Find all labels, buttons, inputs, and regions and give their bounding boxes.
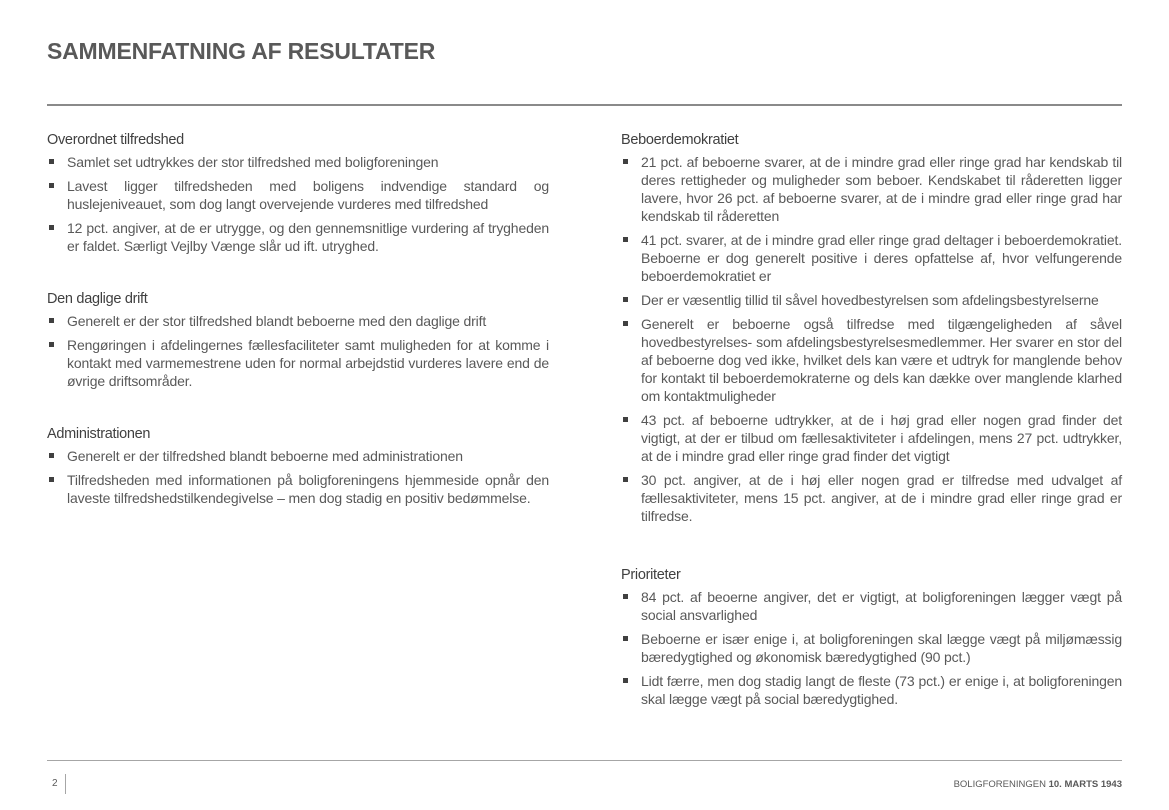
section-overordnet-tilfredshed bbox=[47, 132, 549, 255]
list-item bbox=[621, 672, 1122, 708]
list-item-text: Generelt er der stor tilfredshed blandt beboerne med den daglige drift bbox=[67, 313, 487, 329]
section-den-daglige-drift bbox=[47, 291, 549, 390]
right-column bbox=[621, 132, 1122, 714]
list-item-text: 30 pct. angiver, at de i høj eller nogen grad er tilfredse med udvalget af fællesaktiviteter, mens 15 pct. angiver, at de i mindre grad eller ringe grad er tilfredse. bbox=[641, 472, 1122, 524]
list-item bbox=[47, 153, 549, 171]
list-item bbox=[621, 471, 1122, 525]
square-bullet-icon bbox=[623, 636, 628, 641]
square-bullet-icon bbox=[49, 225, 54, 230]
footer-organization: BOLIGFORENINGEN bbox=[953, 779, 1046, 790]
list-item bbox=[47, 219, 549, 255]
list-item bbox=[621, 231, 1122, 285]
list-item-text: 21 pct. af beboerne svarer, at de i mindre grad eller ringe grad har kendskab til deres rettigheder og muligheder som beboer. Kendskabet til råderetten ligger lavere, hvor 26 pct. af beboerne svarer, at de i mindre grad eller ringe grad har kendskab til råderetten bbox=[641, 154, 1122, 224]
bullet-list bbox=[621, 588, 1122, 708]
list-item bbox=[47, 312, 549, 330]
footer-date: 10. MARTS 1943 bbox=[1048, 779, 1122, 790]
section-administrationen bbox=[47, 426, 549, 507]
square-bullet-icon bbox=[623, 297, 628, 302]
page-number-divider bbox=[65, 774, 66, 794]
square-bullet-icon bbox=[623, 321, 628, 326]
square-bullet-icon bbox=[49, 159, 54, 164]
list-item bbox=[47, 177, 549, 213]
list-item-text: Generelt er beboerne også tilfredse med tilgængeligheden af såvel hovedbestyrelses- som afdelingsbestyrelsesmedlemmer. Her svarer en stor del af beboerne dog ved ikke, hvilket dels kan være et udtryk for manglende behov for kontakt til beboerdemokraterne og dels kan dække over manglende klarhed om kontaktmuligheder bbox=[641, 316, 1122, 404]
square-bullet-icon bbox=[49, 477, 54, 482]
list-item-text: 41 pct. svarer, at de i mindre grad eller ringe grad deltager i beboerdemokratiet. Beboerne er dog generelt positive i deres opfattelse af, hvor velfungerende beboerdemokratiet er bbox=[641, 232, 1122, 284]
square-bullet-icon bbox=[623, 417, 628, 422]
bullet-list bbox=[47, 312, 549, 390]
list-item bbox=[47, 336, 549, 390]
section-beboerdemokratiet bbox=[621, 132, 1122, 525]
square-bullet-icon bbox=[623, 237, 628, 242]
section-heading: Prioriteter bbox=[621, 567, 681, 583]
list-item bbox=[621, 291, 1122, 309]
list-item-text: 12 pct. angiver, at de er utrygge, og den gennemsnitlige vurdering af trygheden er faldet. Særligt Vejlby Vænge slår ud ift. utryghed. bbox=[67, 220, 549, 254]
list-item bbox=[47, 447, 549, 465]
square-bullet-icon bbox=[623, 159, 628, 164]
square-bullet-icon bbox=[623, 594, 628, 599]
list-item-text: Lavest ligger tilfredsheden med boligens indvendige standard og huslejeniveauet, som dog langt overvejende vurderes med tilfredshed bbox=[67, 178, 549, 212]
list-item-text: 43 pct. af beboerne udtrykker, at de i høj grad eller nogen grad finder det vigtigt, at der er tilbud om fællesaktiviteter i afdelingen, mens 27 pct. udtrykker, at de i mindre grad eller ringe grad finder det vigtigt bbox=[641, 412, 1122, 464]
section-heading: Den daglige drift bbox=[47, 291, 148, 307]
bullet-list bbox=[621, 153, 1122, 525]
footer-divider bbox=[47, 760, 1122, 761]
square-bullet-icon bbox=[49, 342, 54, 347]
list-item-text: Tilfredsheden med informationen på boligforeningens hjemmeside opnår den laveste tilfredshedstilkendegivelse – men dog stadig en positiv bedømmelse. bbox=[67, 472, 549, 506]
list-item-text: Der er væsentlig tillid til såvel hovedbestyrelsen som afdelingsbestyrelserne bbox=[641, 292, 1099, 308]
square-bullet-icon bbox=[49, 453, 54, 458]
list-item-text: Lidt færre, men dog stadig langt de fleste (73 pct.) er enige i, at boligforeningen skal lægge vægt på social bæredygtighed. bbox=[641, 673, 1122, 707]
list-item bbox=[47, 471, 549, 507]
section-heading: Overordnet tilfredshed bbox=[47, 132, 184, 148]
list-item bbox=[621, 315, 1122, 405]
list-item bbox=[621, 630, 1122, 666]
square-bullet-icon bbox=[623, 678, 628, 683]
title-divider bbox=[47, 104, 1122, 106]
list-item bbox=[621, 153, 1122, 225]
section-heading: Beboerdemokratiet bbox=[621, 132, 739, 148]
section-heading: Administrationen bbox=[47, 426, 151, 442]
page-number: 2 bbox=[52, 778, 58, 789]
list-item bbox=[621, 411, 1122, 465]
bullet-list bbox=[47, 447, 549, 507]
bullet-list bbox=[47, 153, 549, 255]
left-column bbox=[47, 132, 549, 513]
page-title: SAMMENFATNING AF RESULTATER bbox=[47, 38, 436, 64]
square-bullet-icon bbox=[49, 183, 54, 188]
list-item bbox=[621, 588, 1122, 624]
square-bullet-icon bbox=[49, 318, 54, 323]
list-item-text: Generelt er der tilfredshed blandt beboerne med administrationen bbox=[67, 448, 463, 464]
list-item-text: Samlet set udtrykkes der stor tilfredshed med boligforeningen bbox=[67, 154, 439, 170]
footer-info bbox=[954, 779, 1122, 790]
list-item-text: Rengøringen i afdelingernes fællesfaciliteter samt muligheden for at komme i kontakt med varmemestrene uden for normal arbejdstid vurderes lavere end de øvrige driftsområder. bbox=[67, 337, 549, 389]
list-item-text: 84 pct. af beoerne angiver, det er vigtigt, at boligforeningen lægger vægt på social ansvarlighed bbox=[641, 589, 1122, 623]
square-bullet-icon bbox=[623, 477, 628, 482]
section-prioriteter bbox=[621, 567, 1122, 708]
list-item-text: Beboerne er især enige i, at boligforeningen skal lægge vægt på miljømæssig bæredygtighed og økonomisk bæredygtighed (90 pct.) bbox=[641, 631, 1122, 665]
